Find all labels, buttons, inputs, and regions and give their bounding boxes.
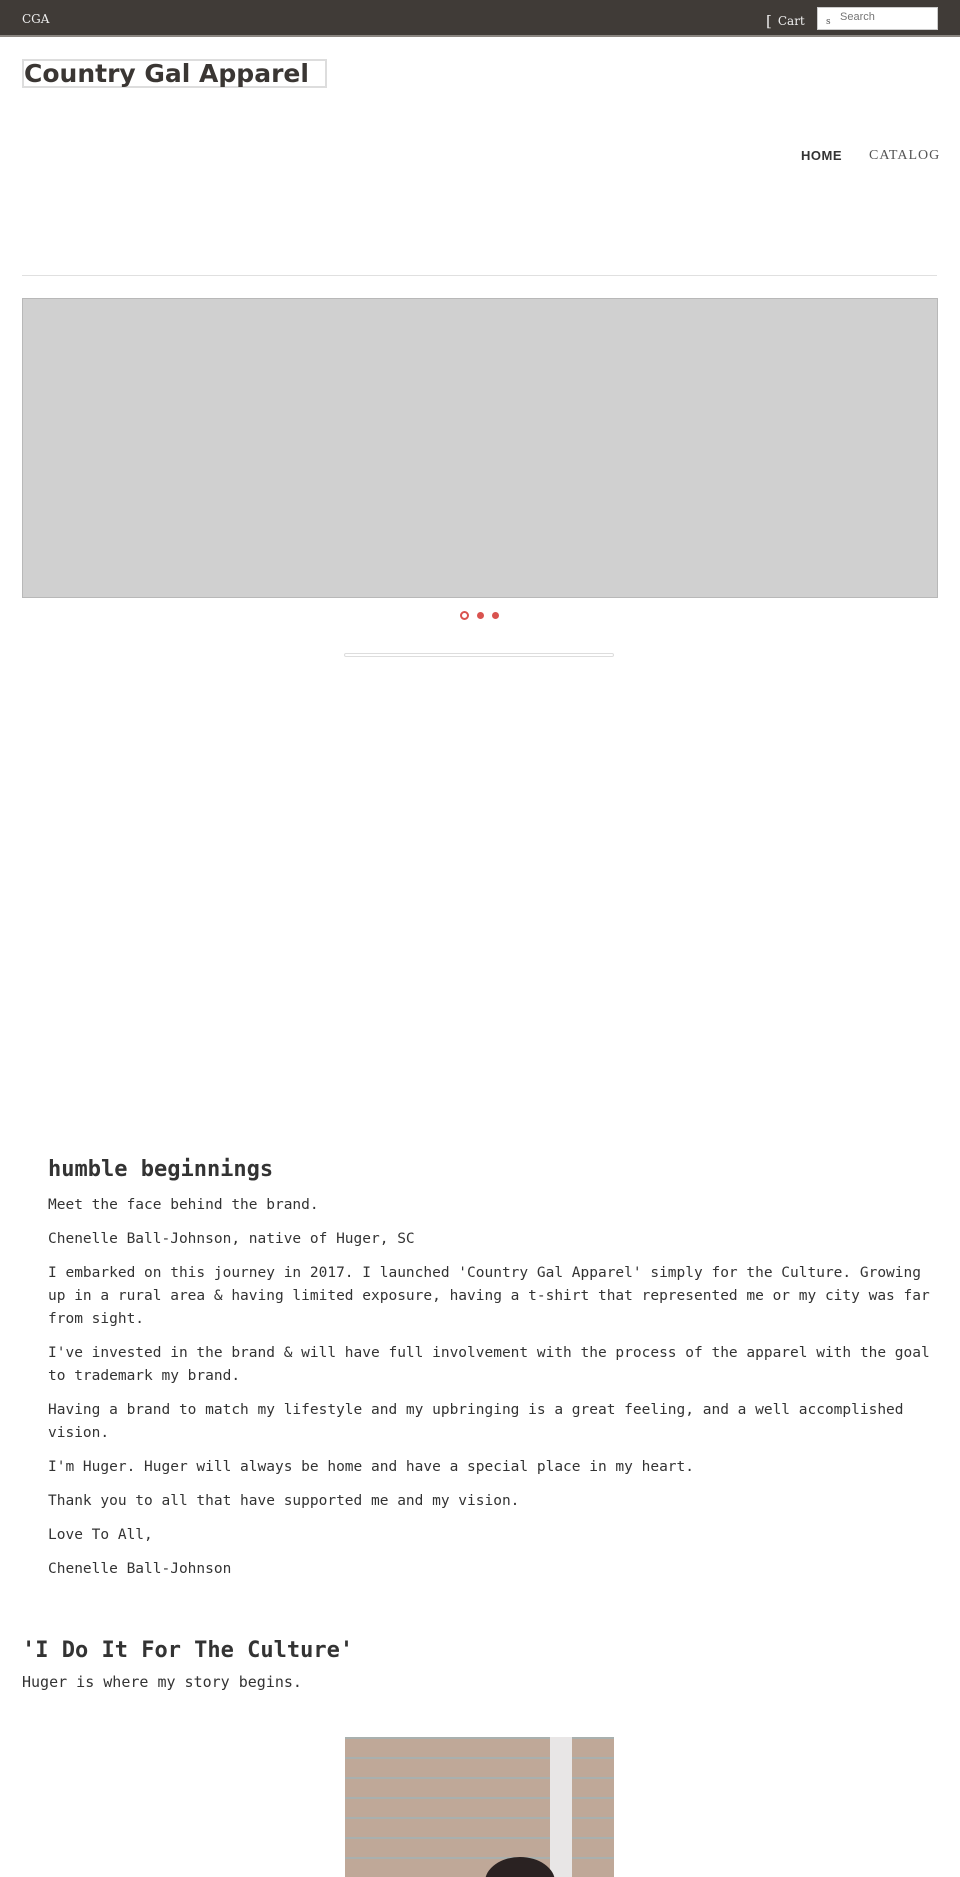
cart-link[interactable] bbox=[766, 11, 805, 29]
founder-photo bbox=[345, 1737, 614, 1877]
culture-subtitle: Huger is where my story begins. bbox=[22, 1673, 302, 1691]
culture-title: 'I Do It For The Culture' bbox=[22, 1638, 354, 1663]
slide-dot-1[interactable] bbox=[460, 611, 469, 620]
cart-icon: [ bbox=[766, 12, 772, 30]
about-paragraph: Love To All, bbox=[48, 1527, 153, 1543]
about-paragraph: I'm Huger. Huger will always be home and have a special place in my heart. bbox=[48, 1459, 695, 1475]
nav-catalog[interactable]: CATALOG bbox=[869, 148, 941, 163]
about-paragraph: Chenelle Ball-Johnson bbox=[48, 1561, 232, 1577]
about-paragraph: Thank you to all that have supported me and my vision. bbox=[48, 1493, 520, 1509]
culture-section bbox=[22, 1638, 353, 1691]
search-box[interactable] bbox=[817, 7, 938, 30]
top-bar bbox=[0, 0, 960, 37]
about-paragraph: I embarked on this journey in 2017. I launched 'Country Gal Apparel' simply for the Culture. Growing up in a rural area & having limited exposure, having a t-shirt that represented me or my city was far from sight. bbox=[48, 1265, 930, 1327]
cart-label: Cart bbox=[777, 14, 805, 28]
header-divider bbox=[22, 275, 937, 276]
about-paragraph: I've invested in the brand & will have full involvement with the process of the apparel with the goal to trademark my brand. bbox=[48, 1345, 930, 1384]
slide-dot-3[interactable] bbox=[492, 612, 499, 619]
search-icon: s bbox=[826, 17, 831, 27]
loading-bar bbox=[344, 653, 614, 657]
search-input[interactable] bbox=[840, 11, 935, 23]
about-title: humble beginnings bbox=[48, 1157, 274, 1182]
about-paragraph: Meet the face behind the brand. bbox=[48, 1197, 319, 1213]
about-paragraph: Chenelle Ball-Johnson, native of Huger, SC bbox=[48, 1231, 415, 1247]
photo-pole bbox=[550, 1737, 572, 1877]
about-paragraph: Having a brand to match my lifestyle and my upbringing is a great feeling, and a well accomplished vision. bbox=[48, 1402, 904, 1441]
photo-brick-wall bbox=[345, 1737, 614, 1877]
about-section bbox=[48, 1157, 938, 1592]
hero-slideshow[interactable] bbox=[22, 298, 938, 598]
nav-home[interactable]: HOME bbox=[801, 148, 842, 163]
site-logo[interactable]: Country Gal Apparel bbox=[22, 59, 327, 88]
slide-dot-2[interactable] bbox=[477, 612, 484, 619]
store-short-name[interactable]: CGA bbox=[22, 12, 50, 26]
